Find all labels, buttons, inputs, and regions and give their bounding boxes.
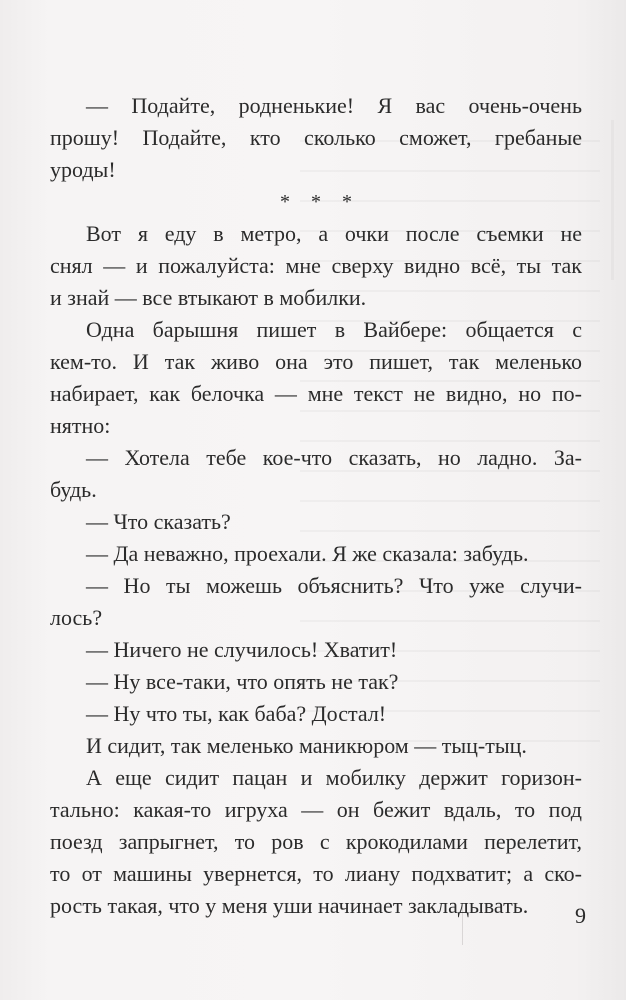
- text-line: нятно:: [50, 413, 111, 438]
- text-line: кем-то. И так живо она это пишет, так меленько: [50, 349, 582, 374]
- section-separator: * * *: [280, 191, 360, 213]
- text-line: Одна барышня пишет в Вайбере: общается с: [86, 317, 582, 342]
- text-line: набирает, как белочка — мне текст не видно, но по-: [50, 381, 582, 406]
- text-line: — Что сказать?: [86, 509, 231, 534]
- text-line: рость такая, что у меня уши начинает закладывать.: [50, 893, 529, 918]
- text-line: — Но ты можешь объяснить? Что уже случи-: [86, 573, 582, 598]
- text-line: уроды!: [50, 157, 116, 182]
- text-line: поезд запрыгнет, то ров с крокодилами перелетит,: [50, 829, 582, 854]
- text-line: А еще сидит пацан и мобилку держит горизон-: [86, 765, 582, 790]
- text-line: прошу! Подайте, кто сколько сможет, гребаные: [50, 125, 582, 150]
- text-line: — Ну что ты, как баба? Достал!: [86, 701, 387, 726]
- text-line: — Подайте, родненькие! Я вас очень-очень: [86, 93, 582, 118]
- text-line: снял — и пожалуйста: мне сверху видно всё, ты так: [50, 253, 582, 278]
- text-line: — Хотела тебе кое-что сказать, но ладно. За-: [86, 445, 582, 470]
- text-line: и знай — все втыкают в мобилки.: [50, 285, 367, 310]
- text-line: — Ну все-таки, что опять не так?: [86, 669, 399, 694]
- page-edge-shadow: [611, 120, 614, 280]
- text-line: будь.: [50, 477, 97, 502]
- text-line: тально: какая-то игруха — он бежит вдаль, то под: [50, 797, 582, 822]
- text-line: — Да неважно, проехали. Я же сказала: забудь.: [86, 541, 529, 566]
- text-line: лось?: [50, 605, 103, 630]
- text-line: Вот я еду в метро, а очки после съемки не: [86, 221, 582, 246]
- text-line: — Ничего не случилось! Хватит!: [86, 637, 398, 662]
- body-text: [50, 90, 582, 922]
- page-number: 9: [575, 903, 586, 928]
- text-line: И сидит, так меленько маникюром — тыц-тыц.: [86, 733, 527, 758]
- text-line: то от машины увернется, то лиану подхватит; а ско-: [50, 861, 582, 886]
